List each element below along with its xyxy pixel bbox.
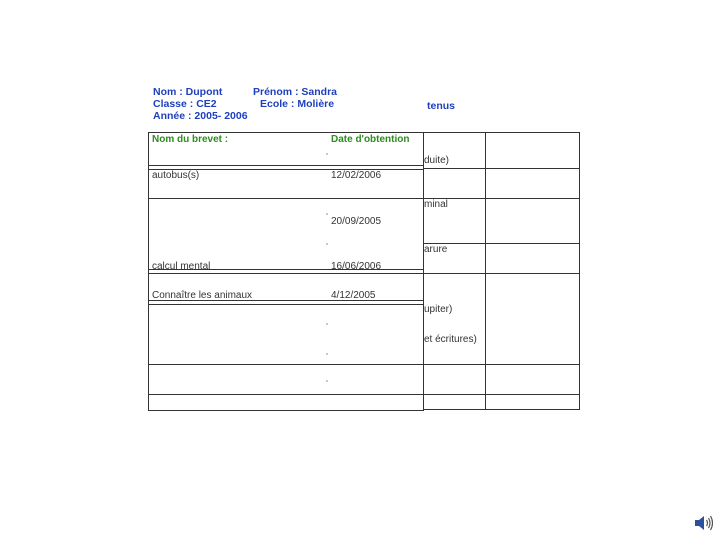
background-divider <box>579 132 580 410</box>
brevet-name: calcul mental <box>152 261 211 272</box>
background-divider <box>420 364 580 365</box>
separator-dot <box>326 213 328 215</box>
row-divider <box>148 364 424 365</box>
background-cell: minal <box>424 199 448 210</box>
brevet-name: autobus(s) <box>152 170 200 181</box>
background-divider <box>420 409 580 410</box>
school-year: Année : 2005- 2006 <box>153 110 248 122</box>
brevet-date: 4/12/2005 <box>331 290 376 301</box>
separator-dot <box>326 353 328 355</box>
background-cell: duite) <box>424 155 450 166</box>
brevet-date: 16/06/2006 <box>331 261 382 272</box>
brevet-name: Connaître les animaux <box>152 290 253 301</box>
separator-dot <box>326 380 328 382</box>
background-table <box>420 132 580 410</box>
separator-dot <box>326 243 328 245</box>
student-school: Ecole : Molière <box>260 98 335 110</box>
background-cell: upiter) <box>424 304 453 315</box>
background-table-heading: tenus <box>427 100 456 112</box>
separator-dot <box>326 153 328 155</box>
separator-dot <box>326 323 328 325</box>
background-divider <box>420 273 580 274</box>
student-info <box>153 86 338 122</box>
background-divider <box>485 132 486 410</box>
row-divider <box>148 394 424 395</box>
brevets-table <box>148 128 424 410</box>
brevet-date: 12/02/2006 <box>331 170 382 181</box>
background-cell: et écritures) <box>424 334 477 345</box>
background-cell: arure <box>424 244 448 255</box>
background-divider <box>420 168 580 169</box>
background-divider <box>420 394 580 395</box>
brevet-date: 20/09/2005 <box>331 216 382 227</box>
column-header-brevet: Nom du brevet : <box>152 134 229 145</box>
student-class: Classe : CE2 <box>153 98 217 110</box>
column-header-date: Date d'obtention <box>331 134 410 145</box>
row-divider <box>148 198 424 199</box>
speaker-icon[interactable] <box>692 511 716 535</box>
background-divider <box>420 132 580 133</box>
student-last-name: Nom : Dupont <box>153 86 223 98</box>
student-first-name: Prénom : Sandra <box>253 86 338 98</box>
